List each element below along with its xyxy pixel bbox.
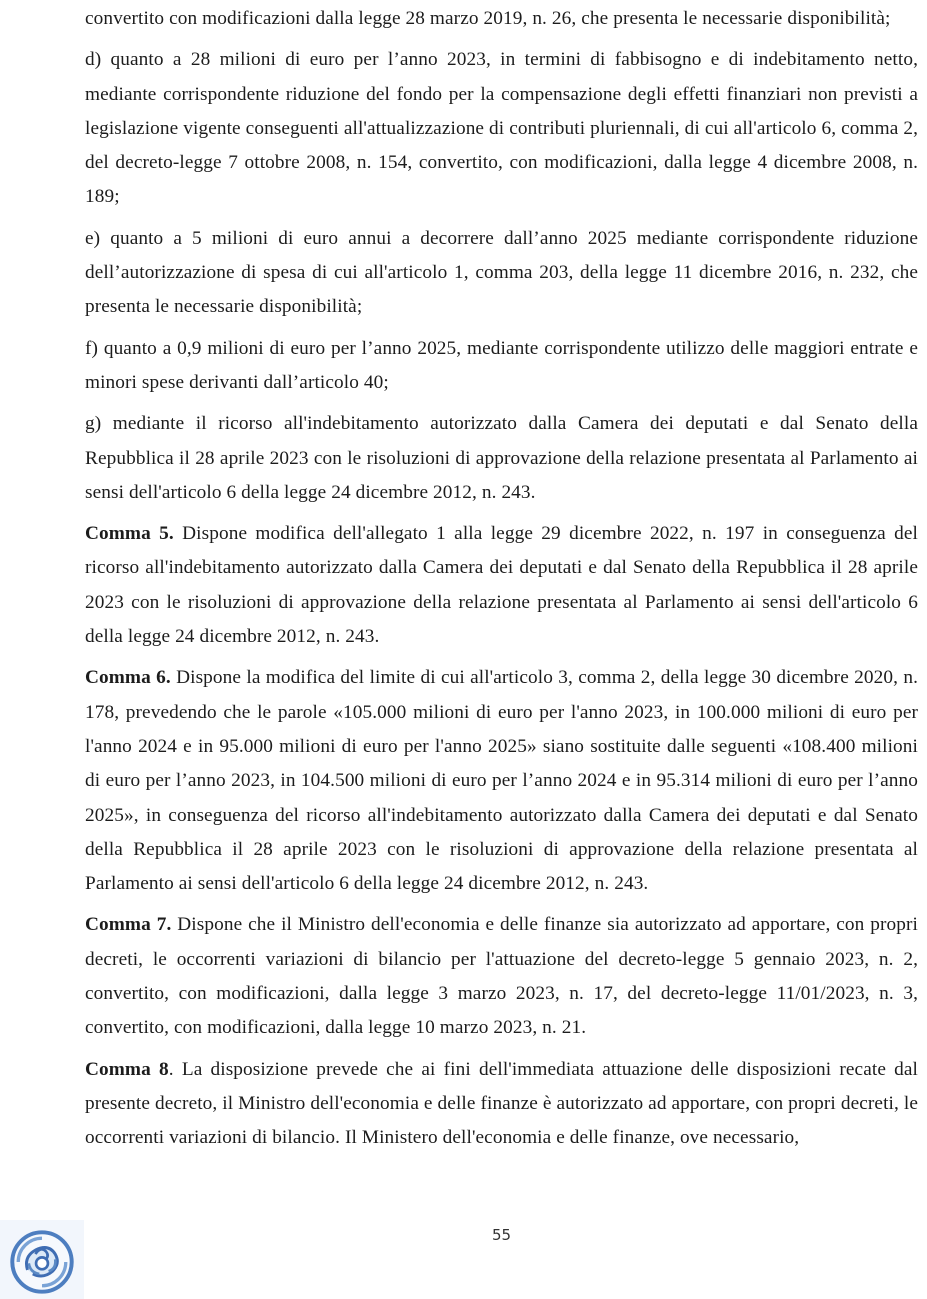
seal-logo-box bbox=[0, 1220, 84, 1299]
paragraph-text: d) quanto a 28 milioni di euro per l’anno 2023, in termini di fabbisogno e di indebitamento netto, mediante corrispondente riduzione del fondo per la compensazione degli effetti finanziari non previsti a legislazione vigente conseguenti all'attualizzazione di contributi pluriennali, di cui all'articolo 6, comma 2, del decreto-legge 7 ottobre 2008, n. 154, convertito, con modificazioni, dalla legge 4 dicembre 2008, n. 189; bbox=[85, 49, 918, 208]
comma-label: Comma 6. bbox=[85, 667, 171, 689]
body-paragraph bbox=[85, 332, 918, 401]
page-number: 55 bbox=[491, 1226, 512, 1244]
paragraph-text: convertito con modificazioni dalla legge 28 marzo 2019, n. 26, che presenta le necessarie disponibilità; bbox=[85, 8, 891, 29]
paragraph-text: f) quanto a 0,9 milioni di euro per l’anno 2025, mediante corrispondente utilizzo delle maggiori entrate e minori spese derivanti dall’articolo 40; bbox=[85, 337, 918, 393]
paragraph-text: e) quanto a 5 milioni di euro annui a decorrere dall’anno 2025 mediante corrispondente riduzione dell’autorizzazione di spesa di cui all'articolo 1, comma 203, della legge 11 dicembre 2016, n. 232, che presenta le necessarie disponibilità; bbox=[85, 227, 918, 318]
paragraph-text: Dispone che il Ministro dell'economia e delle finanze sia autorizzato ad apportare, con propri decreti, le occorrenti variazioni di bilancio per l'attuazione del decreto-legge 5 gennaio 2023, n. 2, convertito, con modificazioni, dalla legge 3 marzo 2023, n. 17, del decreto-legge 11/01/2023, n. 3, convertito, con modificazioni, dalla legge 10 marzo 2023, n. 21. bbox=[85, 914, 918, 1039]
comma-paragraph bbox=[85, 661, 918, 901]
comma-paragraph bbox=[85, 1053, 918, 1156]
comma-label: Comma 7. bbox=[85, 914, 172, 936]
paragraph-text: g) mediante il ricorso all'indebitamento autorizzato dalla Camera dei deputati e dal Senato della Repubblica il 28 aprile 2023 con le risoluzioni di approvazione della relazione presentata al Parlamento ai sensi dell'articolo 6 della legge 24 dicembre 2012, n. 243. bbox=[85, 413, 918, 503]
body-paragraph bbox=[85, 222, 918, 325]
body-paragraph bbox=[85, 2, 918, 36]
paragraph-text: . La disposizione prevede che ai fini dell'immediata attuazione delle disposizioni recate dal presente decreto, il Ministro dell'economia e delle finanze è autorizzato ad apportare, con propri decreti, le occorrenti variazioni di bilancio. Il Ministero dell'economia e delle finanze, ove necessario, bbox=[85, 1058, 918, 1149]
seal-logo-icon bbox=[9, 1229, 75, 1295]
comma-label: Comma 5. bbox=[85, 523, 174, 545]
body-paragraph bbox=[85, 43, 918, 214]
document-body bbox=[85, 2, 918, 1156]
paragraph-text: Dispone la modifica del limite di cui all'articolo 3, comma 2, della legge 30 dicembre 2020, n. 178, prevedendo che le parole «105.000 milioni di euro per l'anno 2023, in 100.000 milioni di euro per l'anno 2024 e in 95.000 milioni di euro per l'anno 2025» siano sostituite dalle seguenti «108.400 milioni di euro per l’anno 2023, in 104.500 milioni di euro per l’anno 2024 e in 95.314 milioni di euro per l’anno 2025», in conseguenza del ricorso all'indebitamento autorizzato dalla Camera dei deputati e dal Senato della Repubblica il 28 aprile 2023 con le risoluzioni di approvazione della relazione presentata al Parlamento ai sensi dell'articolo 6 della legge 24 dicembre 2012, n. 243. bbox=[85, 667, 918, 895]
comma-label: Comma 8 bbox=[85, 1058, 169, 1080]
comma-paragraph bbox=[85, 908, 918, 1045]
comma-paragraph bbox=[85, 517, 918, 654]
body-paragraph bbox=[85, 407, 918, 510]
paragraph-text: Dispone modifica dell'allegato 1 alla legge 29 dicembre 2022, n. 197 in conseguenza del ricorso all'indebitamento autorizzato dalla Camera dei deputati e dal Senato della Repubblica il 28 aprile 2023 con le risoluzioni di approvazione della relazione presentata al Parlamento ai sensi dell'articolo 6 della legge 24 dicembre 2012, n. 243. bbox=[85, 523, 918, 648]
